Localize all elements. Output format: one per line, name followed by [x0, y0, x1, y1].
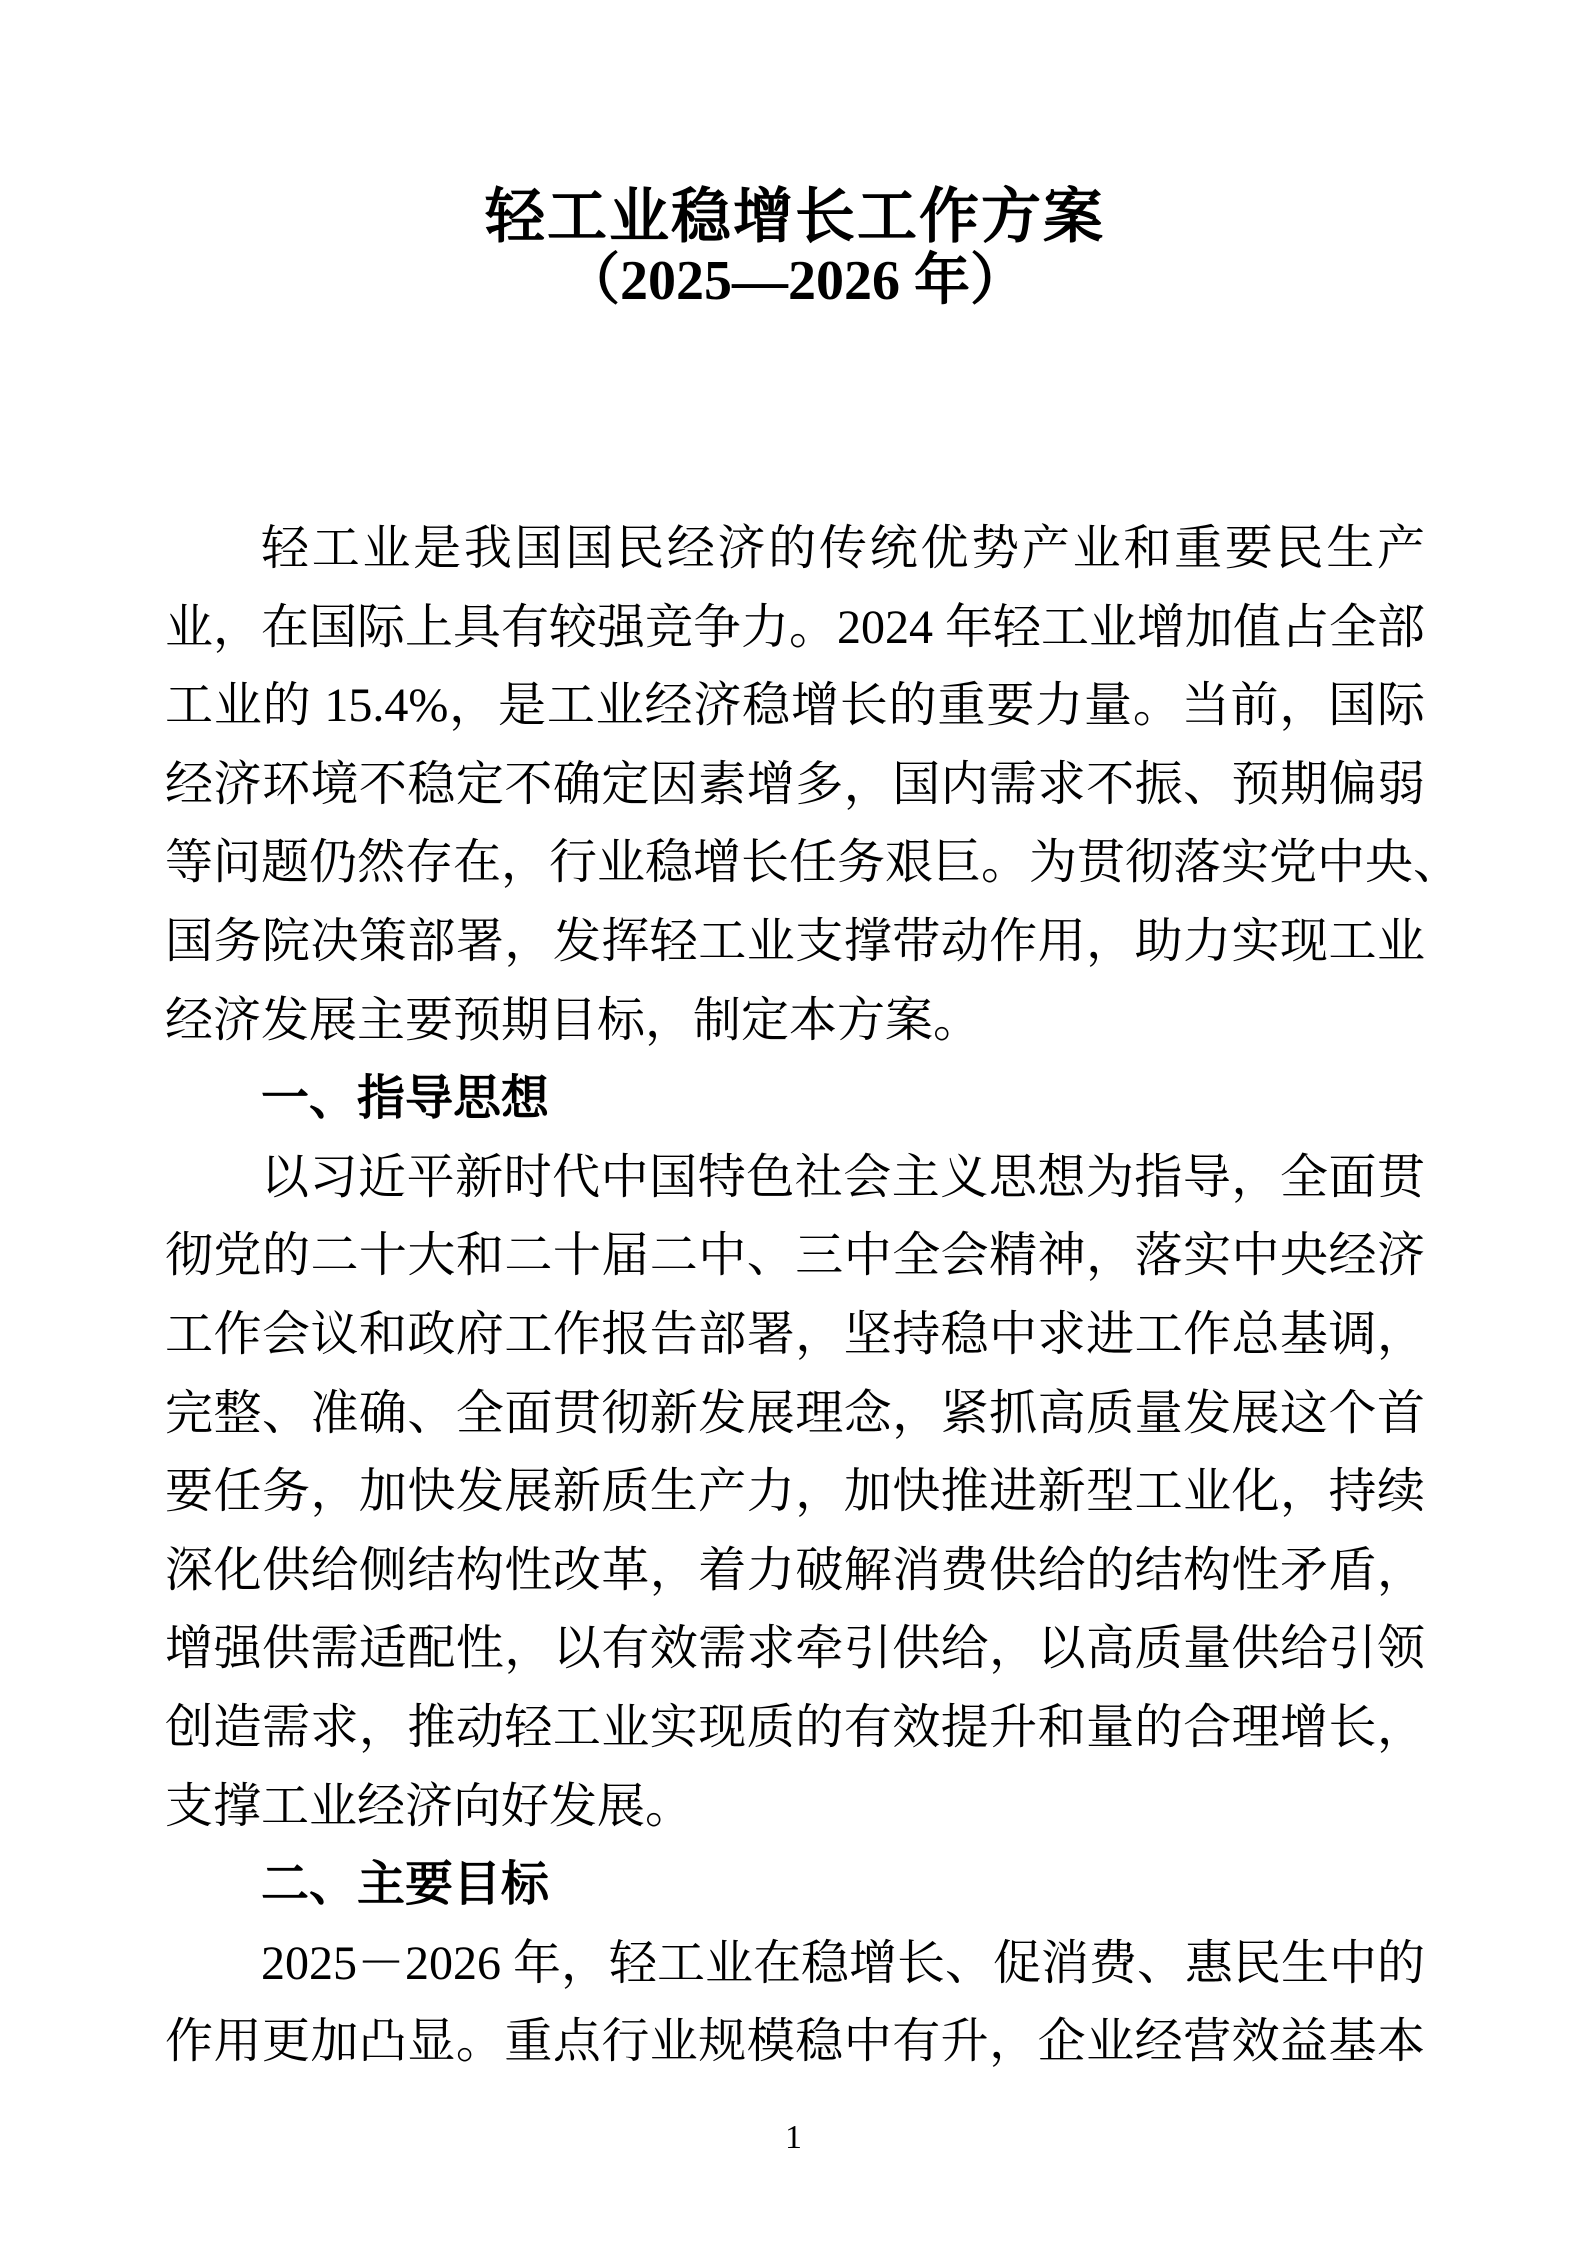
paragraph-2-line-9: 支撑工业经济向好发展。	[165, 1779, 694, 1833]
section-heading-1: 一、指导思想	[261, 1072, 550, 1126]
paragraph-1-line-4: 经济环境不稳定不确定因素增多，国内需求不振、预期偏弱	[165, 757, 1425, 811]
document-subtitle: （2025—2026 年）	[564, 250, 1026, 312]
paragraph-1-line-5: 等问题仍然存在，行业稳增长任务艰巨。为贯彻落实党中央、	[165, 836, 1462, 890]
paragraph-2-line-6: 深化供给侧结构性改革，着力破解消费供给的结构性矛盾，	[165, 1543, 1425, 1597]
paragraph-2-line-4: 完整、准确、全面贯彻新发展理念，紧抓高质量发展这个首	[165, 1386, 1425, 1440]
paragraph-2-line-2: 彻党的二十大和二十届二中、三中全会精神，落实中央经济	[165, 1229, 1425, 1283]
document-body	[165, 510, 1462, 2082]
paragraph-2-line-3: 工作会议和政府工作报告部署，坚持稳中求进工作总基调，	[165, 1307, 1425, 1361]
paragraph-1-line-1: 轻工业是我国国民经济的传统优势产业和重要民生产	[261, 522, 1425, 575]
paragraph-1-line-2: 业，在国际上具有较强竞争力。2024 年轻工业增加值占全部	[165, 600, 1426, 654]
paragraph-1-line-3: 工业的 15.4%，是工业经济稳增长的重要力量。当前，国际	[165, 679, 1425, 733]
page-number: 1	[785, 2118, 802, 2156]
paragraph-2-line-7: 增强供需适配性，以有效需求牵引供给，以高质量供给引领	[165, 1622, 1425, 1676]
document-title: 轻工业稳增长工作方案	[485, 184, 1105, 250]
paragraph-3-line-2: 作用更加凸显。重点行业规模稳中有升，企业经营效益基本	[165, 2015, 1425, 2069]
paragraph-1-line-7: 经济发展主要预期目标，制定本方案。	[165, 993, 982, 1047]
paragraph-1-line-6: 国务院决策部署，发挥轻工业支撑带动作用，助力实现工业	[165, 914, 1425, 968]
section-heading-2: 二、主要目标	[261, 1858, 550, 1912]
paragraph-2-line-8: 创造需求，推动轻工业实现质的有效提升和量的合理增长，	[165, 1700, 1425, 1754]
paragraph-2-line-5: 要任务，加快发展新质生产力，加快推进新型工业化，持续	[165, 1465, 1425, 1519]
paragraph-2-line-1: 以习近平新时代中国特色社会主义思想为指导，全面贯	[261, 1150, 1425, 1204]
paragraph-3-line-1: 2025－2026 年，轻工业在稳增长、促消费、惠民生中的	[261, 1936, 1426, 1990]
